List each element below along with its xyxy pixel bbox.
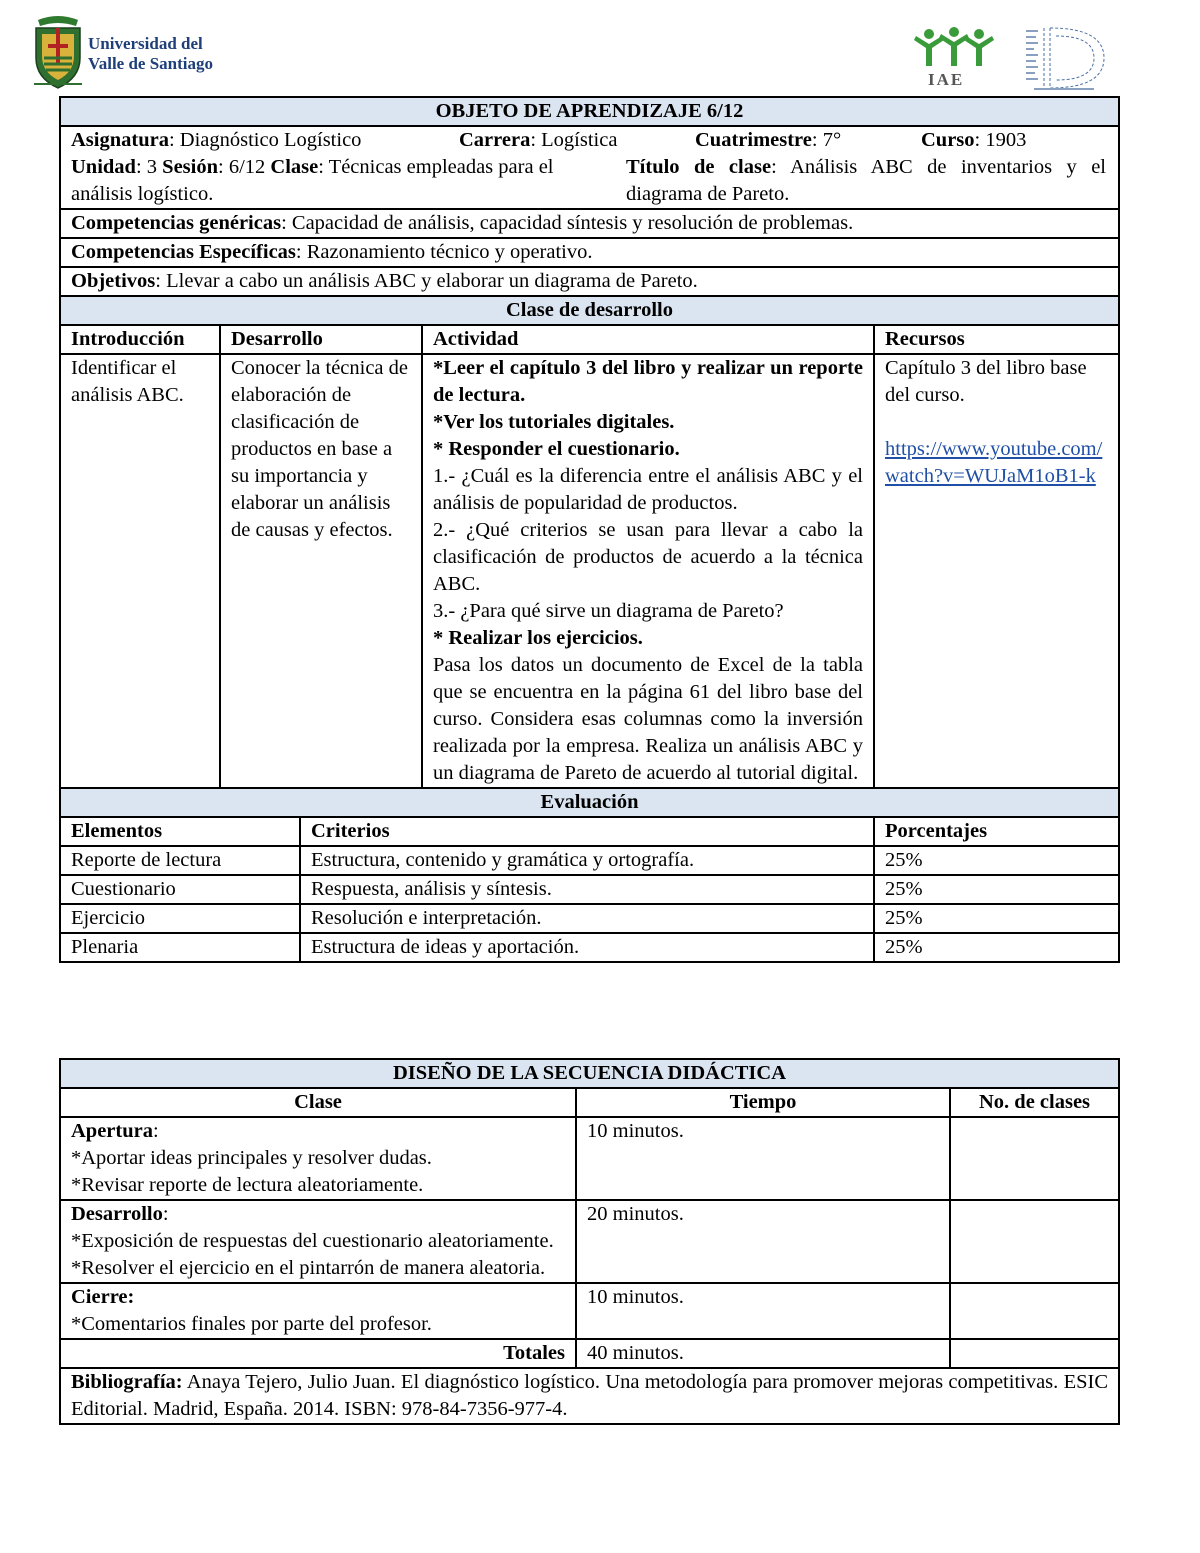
actividad-cell <box>422 354 874 788</box>
totales-value: 40 minutos. <box>576 1339 950 1368</box>
objetivos-row <box>60 267 1119 296</box>
competencias-genericas-value: : Capacidad de análisis, capacidad síntesis y resolución de problemas. <box>281 212 854 234</box>
col-introduccion: Introducción <box>60 325 220 354</box>
porcentaje-cell: 25% <box>874 933 1119 962</box>
evaluacion-row <box>60 875 1119 904</box>
cierre-no-clases <box>950 1283 1119 1339</box>
objeto-title: OBJETO DE APRENDIZAJE 6/12 <box>60 97 1119 126</box>
iae-logo <box>914 26 994 92</box>
apertura-colon: : <box>152 1120 159 1142</box>
evaluacion-row <box>60 933 1119 962</box>
apertura-label: Apertura <box>71 1120 153 1142</box>
curso-label: Curso <box>921 129 975 151</box>
col-elementos: Elementos <box>60 817 300 846</box>
university-name-line2: Valle de Santiago <box>88 54 214 73</box>
sesion-value: : 6/12 <box>218 156 271 178</box>
cuatrimestre-label: Cuatrimestre <box>695 129 812 151</box>
col-recursos: Recursos <box>874 325 1119 354</box>
clase-label: Clase <box>270 156 319 178</box>
cierre-row <box>60 1283 1119 1339</box>
sesion-label: Sesión <box>162 156 218 178</box>
bibliografia-text: Anaya Tejero, Julio Juan. El diagnóstico logístico. Una metodología para promover mejoras competitivas. ESIC Editorial. Madrid, España. 2014. ISBN: 978-84-7356-977-4. <box>71 1371 1109 1420</box>
apertura-no-clases <box>950 1117 1119 1200</box>
bibliografia-cell <box>60 1368 1119 1424</box>
actividad-ejercicios: * Realizar los ejercicios. <box>433 627 643 649</box>
desarrollo-text: Conocer la técnica de elaboración de clasificación de productos en base a su importancia y elaborar un análisis de causas y efectos. <box>231 357 409 541</box>
actividad-tutoriales: *Ver los tutoriales digitales. <box>433 411 675 433</box>
competencias-especificas-row <box>60 238 1119 267</box>
cierre-label: Cierre: <box>71 1286 135 1308</box>
pregunta-3: 3.- ¿Para qué sirve un diagrama de Pareto? <box>433 600 784 622</box>
recursos-text: Capítulo 3 del libro base del curso. <box>885 357 1087 406</box>
competencias-genericas-label: Competencias genéricas <box>71 212 282 234</box>
desarrollo-seq-row <box>60 1200 1119 1283</box>
desarrollo-seq-colon: : <box>162 1203 169 1225</box>
bibliografia-row <box>60 1368 1119 1424</box>
evaluacion-row <box>60 904 1119 933</box>
actividad-cuestionario: * Responder el cuestionario. <box>433 438 680 460</box>
clase-value: : Técnicas empleadas para el análisis logístico. <box>71 156 554 205</box>
col-criterios: Criterios <box>300 817 874 846</box>
ejercicio-instrucciones: Pasa los datos un documento de Excel de la tabla que se encuentra en la página 61 del libro base del curso. Considera esas columnas como la inversión realizada por la empresa. Realiza un análisis ABC y un diagrama de Pareto de acuerdo al tutorial digital. <box>433 654 863 784</box>
university-name <box>88 34 228 74</box>
apertura-tiempo: 10 minutos. <box>576 1117 950 1200</box>
totales-row <box>60 1339 1119 1368</box>
unidad-label: Unidad <box>71 156 136 178</box>
col-no-clases: No. de clases <box>950 1088 1119 1117</box>
introduccion-cell <box>60 354 220 788</box>
unidad-sesion-clase <box>61 154 606 208</box>
desarrollo-header-row <box>60 325 1119 354</box>
objetivos-label: Objetivos <box>71 270 156 292</box>
carrera-label: Carrera <box>459 129 531 151</box>
apertura-row <box>60 1117 1119 1200</box>
desarrollo-seq-no-clases <box>950 1200 1119 1283</box>
secuencia-didactica-table <box>59 1058 1120 1425</box>
desarrollo-seq-cell <box>60 1200 576 1283</box>
evaluacion-header-row <box>60 817 1119 846</box>
cierre-cell <box>60 1283 576 1339</box>
criterio-cell: Resolución e interpretación. <box>300 904 874 933</box>
youtube-tutorial-link[interactable]: https://www.youtube.com/watch?v=WUJaM1oB1-k <box>885 438 1103 487</box>
cierre-tiempo: 10 minutos. <box>576 1283 950 1339</box>
curso-value: : 1903 <box>974 129 1027 151</box>
apertura-cell <box>60 1117 576 1200</box>
objetivos-value: : Llevar a cabo un análisis ABC y elaborar un diagrama de Pareto. <box>155 270 698 292</box>
porcentaje-cell: 25% <box>874 846 1119 875</box>
introduccion-text: Identificar el análisis ABC. <box>71 357 184 406</box>
university-crest-icon <box>30 14 86 92</box>
titulo-value: : Análisis ABC de inventarios y el diagrama de Pareto. <box>626 156 1106 205</box>
actividad-leer: *Leer el capítulo 3 del libro y realizar un reporte de lectura. <box>433 357 863 406</box>
desarrollo-cell <box>220 354 422 788</box>
secuencia-header-row <box>60 1088 1119 1117</box>
institutional-d-logo-icon <box>1024 22 1110 94</box>
porcentaje-cell: 25% <box>874 875 1119 904</box>
iae-logo-text: IAE <box>928 70 965 89</box>
secuencia-title: DISEÑO DE LA SECUENCIA DIDÁCTICA <box>60 1059 1119 1088</box>
desarrollo-seq-item-1: *Exposición de respuestas del cuestionario aleatoriamente. <box>71 1230 554 1252</box>
porcentaje-cell: 25% <box>874 904 1119 933</box>
desarrollo-seq-tiempo: 20 minutos. <box>576 1200 950 1283</box>
university-logo <box>30 14 220 96</box>
pregunta-1: 1.- ¿Cuál es la diferencia entre el análisis ABC y el análisis de popularidad de productos. <box>433 465 863 514</box>
desarrollo-content-row <box>60 354 1119 788</box>
asignatura-label: Asignatura <box>71 129 169 151</box>
bibliografia-label: Bibliografía: <box>71 1371 183 1393</box>
totales-no-clases <box>950 1339 1119 1368</box>
cierre-item-1: *Comentarios finales por parte del profesor. <box>71 1313 432 1335</box>
objeto-aprendizaje-table <box>59 96 1120 963</box>
evaluacion-title: Evaluación <box>60 788 1119 817</box>
col-tiempo: Tiempo <box>576 1088 950 1117</box>
criterio-cell: Estructura, contenido y gramática y ortografía. <box>300 846 874 875</box>
cuatrimestre-value: : 7° <box>811 129 842 151</box>
totales-label: Totales <box>60 1339 576 1368</box>
elemento-cell: Ejercicio <box>60 904 300 933</box>
pregunta-2: 2.- ¿Qué criterios se usan para llevar a cabo la clasificación de productos de acuerdo a la técnica ABC. <box>433 519 863 595</box>
asignatura-row <box>60 126 1119 154</box>
competencias-especificas-value: : Razonamiento técnico y operativo. <box>295 241 593 263</box>
col-clase: Clase <box>60 1088 576 1117</box>
criterio-cell: Estructura de ideas y aportación. <box>300 933 874 962</box>
desarrollo-seq-label: Desarrollo <box>71 1203 163 1225</box>
university-name-line1: Universidad del <box>88 34 203 53</box>
desarrollo-seq-item-2: *Resolver el ejercicio en el pintarrón de manera aleatoria. <box>71 1257 546 1279</box>
unidad-value: : 3 <box>135 156 163 178</box>
col-porcentajes: Porcentajes <box>874 817 1119 846</box>
evaluacion-row <box>60 846 1119 875</box>
elemento-cell: Plenaria <box>60 933 300 962</box>
competencias-especificas-label: Competencias Específicas <box>71 241 296 263</box>
recursos-cell <box>874 354 1119 788</box>
asignatura-value: : Diagnóstico Logístico <box>168 129 362 151</box>
titulo-clase <box>606 154 1116 208</box>
unidad-titulo-row <box>60 154 1119 209</box>
elemento-cell: Reporte de lectura <box>60 846 300 875</box>
criterio-cell: Respuesta, análisis y síntesis. <box>300 875 874 904</box>
apertura-item-2: *Revisar reporte de lectura aleatoriamente. <box>71 1174 424 1196</box>
carrera-value: : Logística <box>530 129 618 151</box>
col-actividad: Actividad <box>422 325 874 354</box>
competencias-genericas-row <box>60 209 1119 238</box>
clase-desarrollo-title: Clase de desarrollo <box>60 296 1119 325</box>
apertura-item-1: *Aportar ideas principales y resolver dudas. <box>71 1147 432 1169</box>
elemento-cell: Cuestionario <box>60 875 300 904</box>
titulo-label: Título de clase <box>626 156 772 178</box>
iae-figures-icon <box>914 26 994 72</box>
col-desarrollo: Desarrollo <box>220 325 422 354</box>
